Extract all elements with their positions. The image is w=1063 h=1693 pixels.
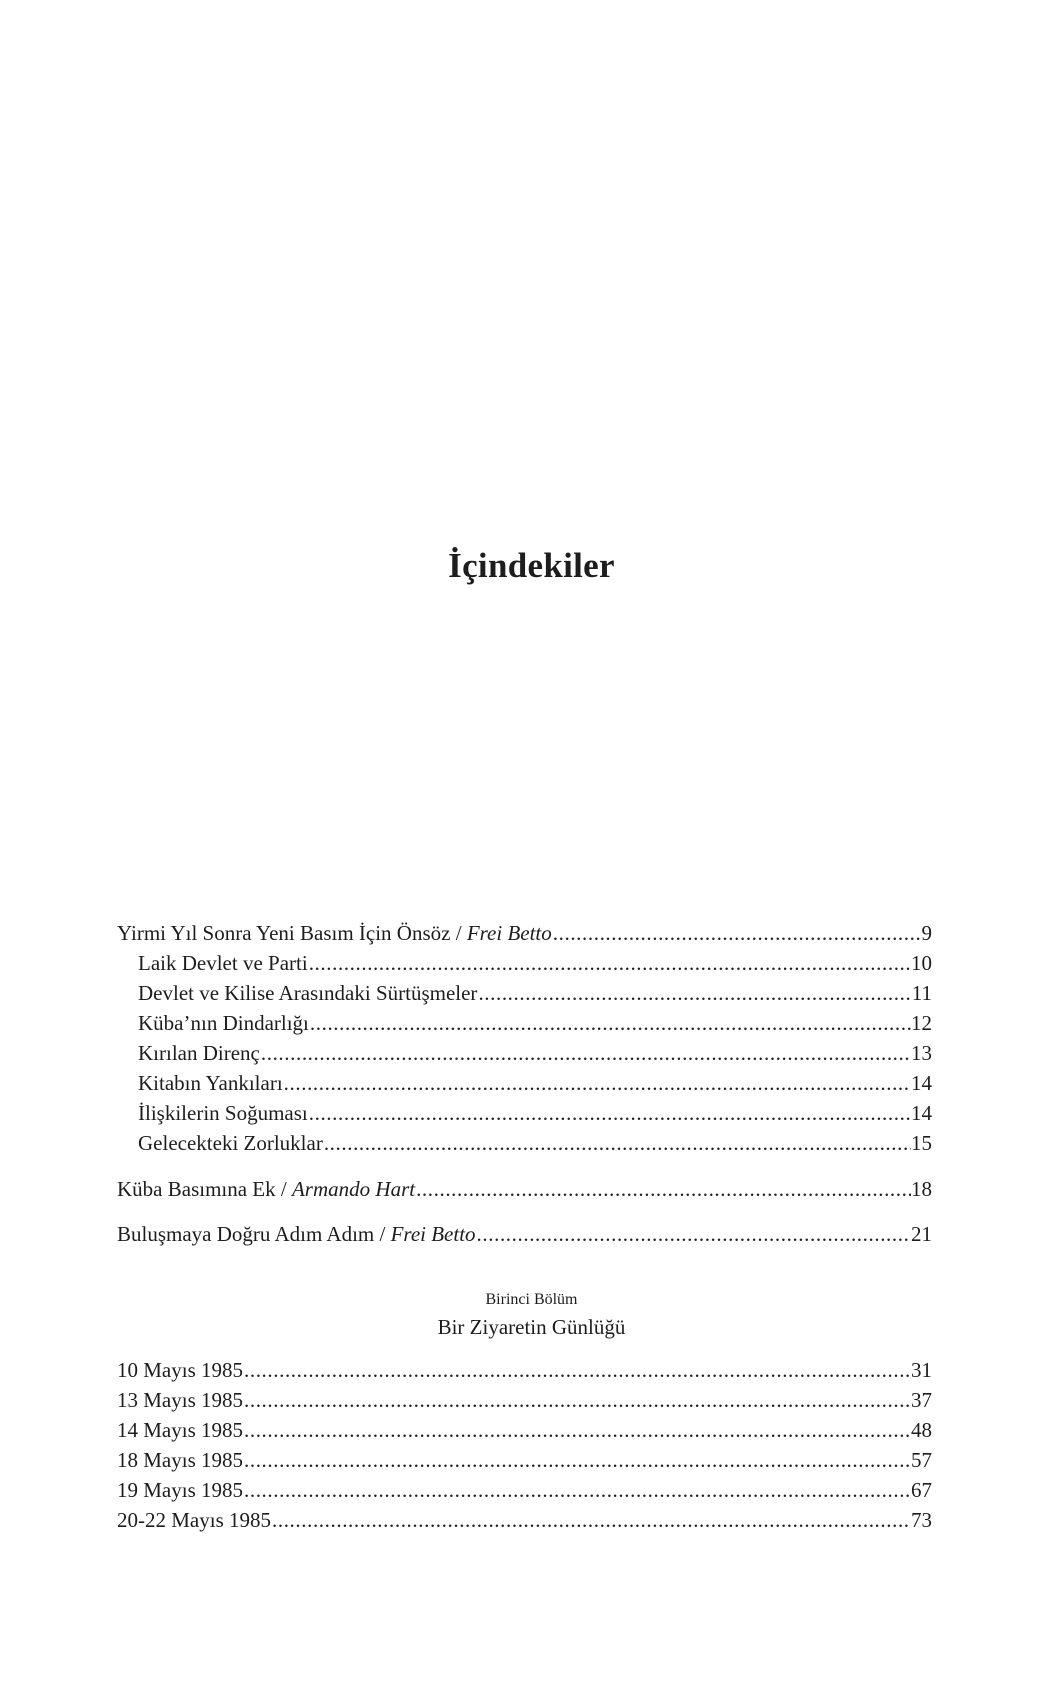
toc-entry-label: 18 Mayıs 1985 [117,1448,243,1472]
toc-entry-label: Küba Basımına Ek / Armando Hart [117,1177,416,1201]
toc-entry-label: Devlet ve Kilise Arasındaki Sürtüşmeler [138,981,478,1005]
toc-entry-label: 10 Mayıs 1985 [117,1358,243,1382]
toc-entry-page: 13 [911,1041,932,1065]
toc-entry-label: 13 Mayıs 1985 [117,1388,243,1412]
toc-entry-page: 18 [911,1177,932,1201]
toc-entry-page: 10 [911,951,932,975]
toc-entry[interactable] [117,1174,932,1204]
toc-entry-page: 9 [921,921,932,945]
toc-entry-page: 67 [911,1478,932,1502]
toc-entry[interactable] [117,1219,932,1249]
toc-entry-author: Frei Betto [390,1222,476,1246]
toc-entry-page: 48 [911,1418,932,1442]
section-title: Bir Ziyaretin Günlüğü [437,1315,626,1339]
toc-entry-label: Laik Devlet ve Parti [138,951,308,975]
toc-entry-page: 21 [911,1222,932,1246]
toc-entry-page: 73 [911,1508,932,1532]
toc-entry-author: Frei Betto [466,921,552,945]
dot-leader [415,1174,911,1204]
dot-leader [243,1355,911,1385]
toc-entry-page: 11 [911,981,932,1005]
dot-leader [309,1008,911,1038]
toc-entry[interactable] [117,1415,932,1445]
section-kicker: Birinci Bölüm [485,1291,578,1308]
toc-entry[interactable] [117,918,932,948]
toc-entry[interactable] [117,1355,932,1385]
toc-entry-label: 14 Mayıs 1985 [117,1418,243,1442]
dot-leader [271,1505,911,1535]
toc-entry-label: Buluşmaya Doğru Adım Adım / Frei Betto [117,1222,476,1246]
toc-entry-page: 31 [911,1358,932,1382]
toc-entry-page: 14 [911,1071,932,1095]
toc-entry-page: 14 [911,1101,932,1125]
toc-entry[interactable] [117,1385,932,1415]
dot-leader [308,948,911,978]
toc-entry-label: 20-22 Mayıs 1985 [117,1508,271,1532]
toc-entry-label: Kırılan Direnç [138,1041,260,1065]
toc-entry-label: Gelecekteki Zorluklar [138,1131,323,1155]
toc-subentry[interactable] [138,978,932,1008]
toc-entry-label: Kitabın Yankıları [138,1071,283,1095]
dot-leader [260,1038,911,1068]
dot-leader [243,1475,911,1505]
toc-subentry[interactable] [138,1128,932,1158]
dot-leader [323,1128,911,1158]
toc-subentry[interactable] [138,1038,932,1068]
toc-subentry[interactable] [138,1098,932,1128]
toc-entry-label: Yirmi Yıl Sonra Yeni Basım İçin Önsöz / Frei Betto [117,921,552,945]
dot-leader [283,1068,911,1098]
toc-entry-page: 12 [911,1011,932,1035]
dot-leader [477,978,911,1008]
toc-entry-label: Küba’nın Dindarlığı [138,1011,309,1035]
dot-leader [243,1415,911,1445]
toc-entry[interactable] [117,1475,932,1505]
toc-entry[interactable] [117,1505,932,1535]
toc-entry-label: İlişkilerin Soğuması [138,1101,308,1125]
toc-subentry[interactable] [138,1068,932,1098]
dot-leader [552,918,922,948]
dot-leader [308,1098,911,1128]
toc-subentry[interactable] [138,1008,932,1038]
toc-entry[interactable] [117,1445,932,1475]
toc-subentry[interactable] [138,948,932,978]
toc-entry-page: 37 [911,1388,932,1412]
dot-leader [243,1445,911,1475]
toc-entry-page: 57 [911,1448,932,1472]
dot-leader [243,1385,911,1415]
dot-leader [476,1219,911,1249]
toc-entry-author: Armando Hart [291,1177,416,1201]
toc-entry-page: 15 [911,1131,932,1155]
toc-entry-label: 19 Mayıs 1985 [117,1478,243,1502]
page-title: İçindekiler [448,546,615,586]
